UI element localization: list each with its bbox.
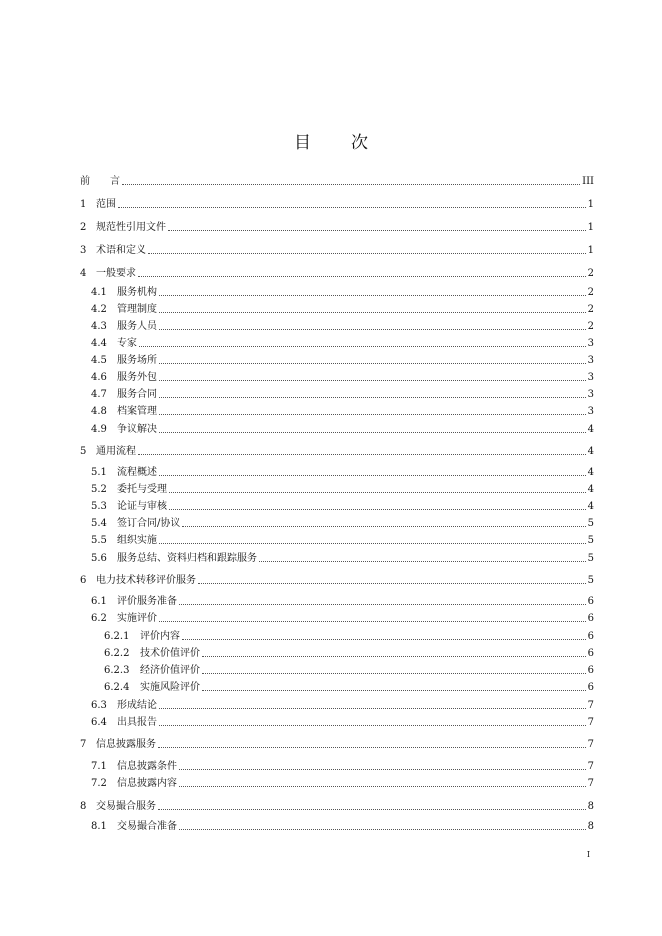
toc-entry-page: 8	[587, 821, 594, 832]
toc-entry-number: 4.3	[91, 321, 107, 332]
toc-entry-page: 8	[587, 801, 594, 812]
toc-entry[interactable]	[80, 243, 594, 257]
toc-leader-dots	[159, 362, 586, 364]
toc-leader-dots	[159, 724, 586, 726]
toc-leader-dots	[198, 582, 586, 584]
toc-leader-dots	[202, 655, 586, 657]
toc-leader-dots	[202, 672, 586, 674]
toc-entry-page: 3	[587, 389, 594, 400]
toc-entry[interactable]	[80, 220, 594, 234]
toc-entry-page: 5	[587, 575, 594, 586]
toc-entry-label: 论证与审核	[117, 501, 167, 512]
toc-leader-dots	[159, 396, 586, 398]
toc-entry-page: 4	[587, 501, 594, 512]
toc-leader-dots	[159, 542, 586, 544]
toc-leader-dots	[179, 603, 586, 605]
toc-entry-label: 实施风险评价	[140, 682, 200, 693]
toc-leader-dots	[179, 828, 586, 830]
toc-entry-label: 术语和定义	[96, 245, 146, 256]
toc-entry-page: 6	[587, 648, 594, 659]
toc-entry[interactable]	[104, 646, 594, 660]
toc-leader-dots	[168, 229, 586, 231]
toc-leader-dots	[169, 508, 586, 510]
toc-entry-page: 6	[587, 596, 594, 607]
toc-entry-number: 1	[80, 199, 87, 210]
toc-entry-number: 6.4	[91, 717, 107, 728]
toc-leader-dots	[159, 413, 586, 415]
toc-entry[interactable]	[91, 370, 594, 384]
toc-entry-label: 委托与受理	[117, 484, 167, 495]
toc-entry-label: 通用流程	[96, 446, 136, 457]
toc-entry-label: 服务场所	[117, 355, 157, 366]
toc-entry-number: 4.4	[91, 338, 107, 349]
toc-entry-label: 出具报告	[117, 717, 157, 728]
toc-leader-dots	[159, 328, 586, 330]
toc-leader-dots	[122, 183, 580, 185]
toc-entry-label: 范围	[96, 199, 116, 210]
toc-entry[interactable]	[104, 663, 594, 677]
toc-entry-page: 3	[587, 338, 594, 349]
toc-leader-dots	[159, 311, 586, 313]
toc-entry[interactable]	[91, 516, 594, 530]
toc-entry-label: 争议解决	[117, 424, 157, 435]
toc-entry-page: 2	[587, 287, 594, 298]
toc-entry[interactable]	[104, 629, 594, 643]
toc-entry[interactable]	[91, 611, 594, 625]
toc-entry-page: 6	[587, 682, 594, 693]
toc-entry-page: 2	[587, 268, 594, 279]
toc-entry-label: 信息披露服务	[96, 739, 156, 750]
toc-entry-label: 专家	[117, 338, 137, 349]
toc-entry[interactable]	[91, 594, 594, 608]
toc-entry-page: 1	[587, 222, 594, 233]
toc-entry[interactable]	[104, 680, 594, 694]
toc-entry[interactable]	[80, 799, 594, 813]
toc-entry-label: 信息披露内容	[117, 778, 177, 789]
toc-entry-label: 组织实施	[117, 535, 157, 546]
toc-entry-number: 4.9	[91, 424, 107, 435]
toc-entry-page: 3	[587, 355, 594, 366]
toc-entry[interactable]	[91, 319, 594, 333]
toc-entry-number: 6.2.3	[104, 665, 130, 676]
toc-leader-dots	[202, 689, 586, 691]
toc-entry-page: 6	[587, 613, 594, 624]
toc-entry[interactable]	[91, 776, 594, 790]
toc-entry[interactable]	[91, 551, 594, 565]
toc-entry-label: 档案管理	[117, 406, 157, 417]
toc-entry-number: 4	[80, 268, 87, 279]
toc-entry-number: 4.6	[91, 372, 107, 383]
toc-entry[interactable]	[80, 197, 594, 211]
toc-entry[interactable]	[80, 737, 594, 751]
toc-entry-page: 4	[587, 467, 594, 478]
toc-entry-number: 4.5	[91, 355, 107, 366]
toc-entry-page: 3	[587, 372, 594, 383]
toc-entry[interactable]	[91, 499, 594, 513]
page-title	[0, 128, 662, 153]
toc-entry-page: 6	[587, 665, 594, 676]
toc-entry-label: 形成结论	[117, 700, 157, 711]
toc-entry[interactable]	[91, 465, 594, 479]
toc-entry-page: 1	[587, 199, 594, 210]
title-char-1: 目	[294, 133, 311, 153]
toc-entry-label: 交易撮合准备	[117, 821, 177, 832]
toc-leader-dots	[139, 345, 586, 347]
toc-leader-dots	[182, 638, 586, 640]
toc-entry-page: 3	[587, 406, 594, 417]
toc-entry-page: 7	[587, 717, 594, 728]
toc-entry-page: 4	[587, 446, 594, 457]
toc-entry[interactable]	[80, 266, 594, 280]
toc-leader-dots	[159, 431, 586, 433]
toc-entry-label: 服务人员	[117, 321, 157, 332]
toc-entry-label: 流程概述	[117, 467, 157, 478]
toc-entry-label: 服务机构	[117, 287, 157, 298]
toc-entry-label: 信息披露条件	[117, 761, 177, 772]
toc-entry-page: 7	[587, 778, 594, 789]
toc-entry[interactable]	[91, 715, 594, 729]
toc-entry-page: 2	[587, 321, 594, 332]
toc-entry-number: 6.2	[91, 613, 107, 624]
toc-entry[interactable]	[91, 353, 594, 367]
toc-leader-dots	[138, 275, 586, 277]
toc-entry-number: 2	[80, 222, 87, 233]
toc-entry[interactable]	[91, 759, 594, 773]
toc-entry-number: 7	[80, 739, 87, 750]
toc-leader-dots	[138, 453, 586, 455]
toc-entry[interactable]	[91, 285, 594, 299]
toc-entry-label: 电力技术转移评价服务	[96, 575, 196, 586]
toc-entry-number: 5.4	[91, 518, 107, 529]
toc-entry-number: 6.2.2	[104, 648, 130, 659]
toc-entry-number: 5.1	[91, 467, 107, 478]
toc-entry-page: 6	[587, 631, 594, 642]
toc-entry-number: 5.2	[91, 484, 107, 495]
toc-entry-number: 4.8	[91, 406, 107, 417]
toc-entry-number: 3	[80, 245, 87, 256]
toc-entry-label: 服务合同	[117, 389, 157, 400]
toc-entry[interactable]	[91, 819, 594, 833]
toc-entry-label: 签订合同/协议	[117, 518, 181, 529]
toc-leader-dots	[179, 768, 586, 770]
toc-entry-number: 5.6	[91, 553, 107, 564]
toc-entry-number: 7.2	[91, 778, 107, 789]
toc-entry-number: 6.2.1	[104, 631, 130, 642]
toc-entry-page: 5	[587, 518, 594, 529]
toc-leader-dots	[158, 808, 586, 810]
title-char-2: 次	[351, 133, 368, 153]
toc-entry-label: 技术价值评价	[140, 648, 200, 659]
toc-entry-label: 评价服务准备	[117, 596, 177, 607]
toc-leader-dots	[169, 491, 586, 493]
toc-entry-number: 5.3	[91, 501, 107, 512]
toc-entry-label: 规范性引用文件	[96, 222, 166, 233]
toc-entry-label: 实施评价	[117, 613, 157, 624]
toc-entry-label: 评价内容	[140, 631, 180, 642]
toc-leader-dots	[118, 206, 586, 208]
toc-entry-label: 前 言	[80, 176, 120, 187]
toc-entry[interactable]	[80, 573, 594, 587]
toc-leader-dots	[159, 379, 586, 381]
toc-entry-number: 4.1	[91, 287, 107, 298]
toc-entry[interactable]	[80, 174, 594, 188]
toc-leader-dots	[159, 294, 586, 296]
toc-entry-label: 交易撮合服务	[96, 801, 156, 812]
toc-entry-page: 7	[587, 739, 594, 750]
toc-entry[interactable]	[91, 302, 594, 316]
toc-leader-dots	[159, 707, 586, 709]
toc-entry[interactable]	[91, 404, 594, 418]
toc-entry-number: 7.1	[91, 761, 107, 772]
toc-entry-number: 6	[80, 575, 87, 586]
toc-entry-page: 5	[587, 535, 594, 546]
toc-entry[interactable]	[91, 533, 594, 547]
toc-entry-page: 7	[587, 700, 594, 711]
toc-entry-label: 一般要求	[96, 268, 136, 279]
toc-entry[interactable]	[91, 336, 594, 350]
toc-entry-page: 1	[587, 245, 594, 256]
toc-leader-dots	[182, 525, 585, 527]
toc-leader-dots	[148, 252, 586, 254]
toc-leader-dots	[179, 785, 586, 787]
toc-entry-number: 8	[80, 801, 87, 812]
toc-entry-label: 经济价值评价	[140, 665, 200, 676]
toc-entry-page: 4	[587, 424, 594, 435]
toc-entry-number: 5	[80, 446, 87, 457]
toc-entry-label: 服务总结、资料归档和跟踪服务	[117, 553, 257, 564]
toc-entry[interactable]	[91, 387, 594, 401]
toc-entry-number: 8.1	[91, 821, 107, 832]
toc-entry-number: 5.5	[91, 535, 107, 546]
toc-leader-dots	[159, 474, 586, 476]
toc-entry-label: 管理制度	[117, 304, 157, 315]
toc-entry[interactable]	[91, 698, 594, 712]
toc-leader-dots	[259, 560, 586, 562]
toc-entry[interactable]	[80, 444, 594, 458]
toc-entry-page: 4	[587, 484, 594, 495]
toc-entry[interactable]	[91, 482, 594, 496]
toc-entry-page: III	[582, 176, 594, 187]
toc-entry-number: 4.7	[91, 389, 107, 400]
toc-entry[interactable]	[91, 422, 594, 436]
toc-entry-label: 服务外包	[117, 372, 157, 383]
toc-entry-number: 6.1	[91, 596, 107, 607]
toc-entry-number: 6.3	[91, 700, 107, 711]
toc-leader-dots	[158, 746, 586, 748]
toc-entry-page: 2	[587, 304, 594, 315]
toc-entry-page: 7	[587, 761, 594, 772]
toc-entry-number: 4.2	[91, 304, 107, 315]
toc-entry-page: 5	[587, 553, 594, 564]
toc-entry-number: 6.2.4	[104, 682, 130, 693]
toc-leader-dots	[159, 620, 586, 622]
page-number: I	[586, 850, 590, 859]
